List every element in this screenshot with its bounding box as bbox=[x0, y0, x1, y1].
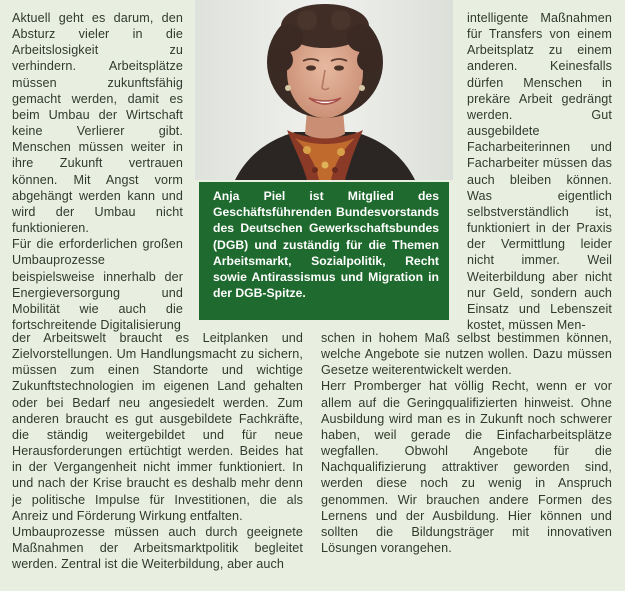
article-column-left-top bbox=[12, 10, 183, 333]
paragraph: der Arbeitswelt braucht es Leitplanken und Zielvorstellungen. Um Handlungsmacht zu sichern, müssen zum einen Standorte und wichtige Zukunftstechnologien im eigenen Land gehalten oder bei Bedarf neu angesiedelt werden. Zum anderen braucht es gut ausgebildete Fachkräfte, die ständig weitergebildet und für neue Herausforderungen ertüchtigt werden. Beides hat in der Vergangenheit nicht immer funktioniert. In und nach der Krise braucht es deshalb mehr denn je politische Impulse für Investitionen, die als Anreiz und Förderung Wirkung entfalten. bbox=[12, 331, 303, 523]
paragraph: Herr Promberger hat völlig Recht, wenn er vor allem auf die Geringqualifizierten hinweist. Ohne Ausbildung wird man es in Zukunft noch schwerer haben, weil gerade die Einfacharbeitsplätze wegfallen. Obwohl Angebote für die Nachqualifizierung attraktiver geworden sind, werden diese noch zu wenig in Anspruch genommen. Wir brauchen andere Formen des Lernens und der Ausbildung. Hier können und sollten die Bildungsträger mit innovativen Lösungen vorangehen. bbox=[321, 379, 612, 556]
article-column-right-top bbox=[467, 10, 612, 333]
portrait-photo bbox=[195, 0, 453, 180]
portrait-illustration bbox=[195, 0, 453, 180]
paragraph: Aktuell geht es darum, den Absturz vieler in die Arbeitslosigkeit zu verhindern. Arbeitsplätze müssen zukunftsfähig gemacht werden, damit es beim Umbau der Wirtschaft keine Verlierer gibt. Menschen müssen weiter in ihre Zukunft vertrauen können. Mit Angst vorm abgehängt werden kann und wird der Umbau nicht funktionieren. bbox=[12, 11, 183, 236]
article-column-right-bottom bbox=[321, 330, 612, 556]
paragraph: Umbauprozesse müssen auch durch geeignete Maßnahmen der Arbeitsmarktpolitik begleitet werden. Zentral ist die Weiterbildung, aber auch bbox=[12, 524, 303, 572]
paragraph: schen in hohem Maß selbst bestimmen können, welche Angebote sie nutzen wollen. Dazu müssen Gesetze weiterentwickelt werden. bbox=[321, 331, 612, 378]
article-column-left-bottom bbox=[12, 330, 303, 572]
paragraph: Für die erforderlichen großen Umbauprozesse beispielsweise innerhalb der Energieversorgung und Mobilität wie auch die fortschreitende Digitalisierung bbox=[12, 237, 183, 332]
paragraph: intelligente Maßnahmen für Transfers von einem Arbeitsplatz zu einem anderen. Keinesfalls dürfen Menschen in prekäre Arbeit gedrängt werden. Gut ausgebildete Facharbeiterinnen und Facharbeiter müssen das auch bleiben können. Was eigentlich selbstverständlich ist, funktioniert in der Praxis der Vermittlung leider nicht immer. Weil Weiterbildung aber nicht nur Geld, sondern auch Einsatz und Lebenszeit kostet, müssen Men- bbox=[467, 11, 612, 332]
portrait-caption: Anja Piel ist Mitglied des Geschäftsführenden Bundesvorstands des Deutschen Gewerkschaftsbundes (DGB) und zuständig für die Themen Arbeitsmarkt, Sozialpolitik, Recht sowie Antirassismus und Migration in der DGB-Spitze. bbox=[197, 180, 451, 322]
